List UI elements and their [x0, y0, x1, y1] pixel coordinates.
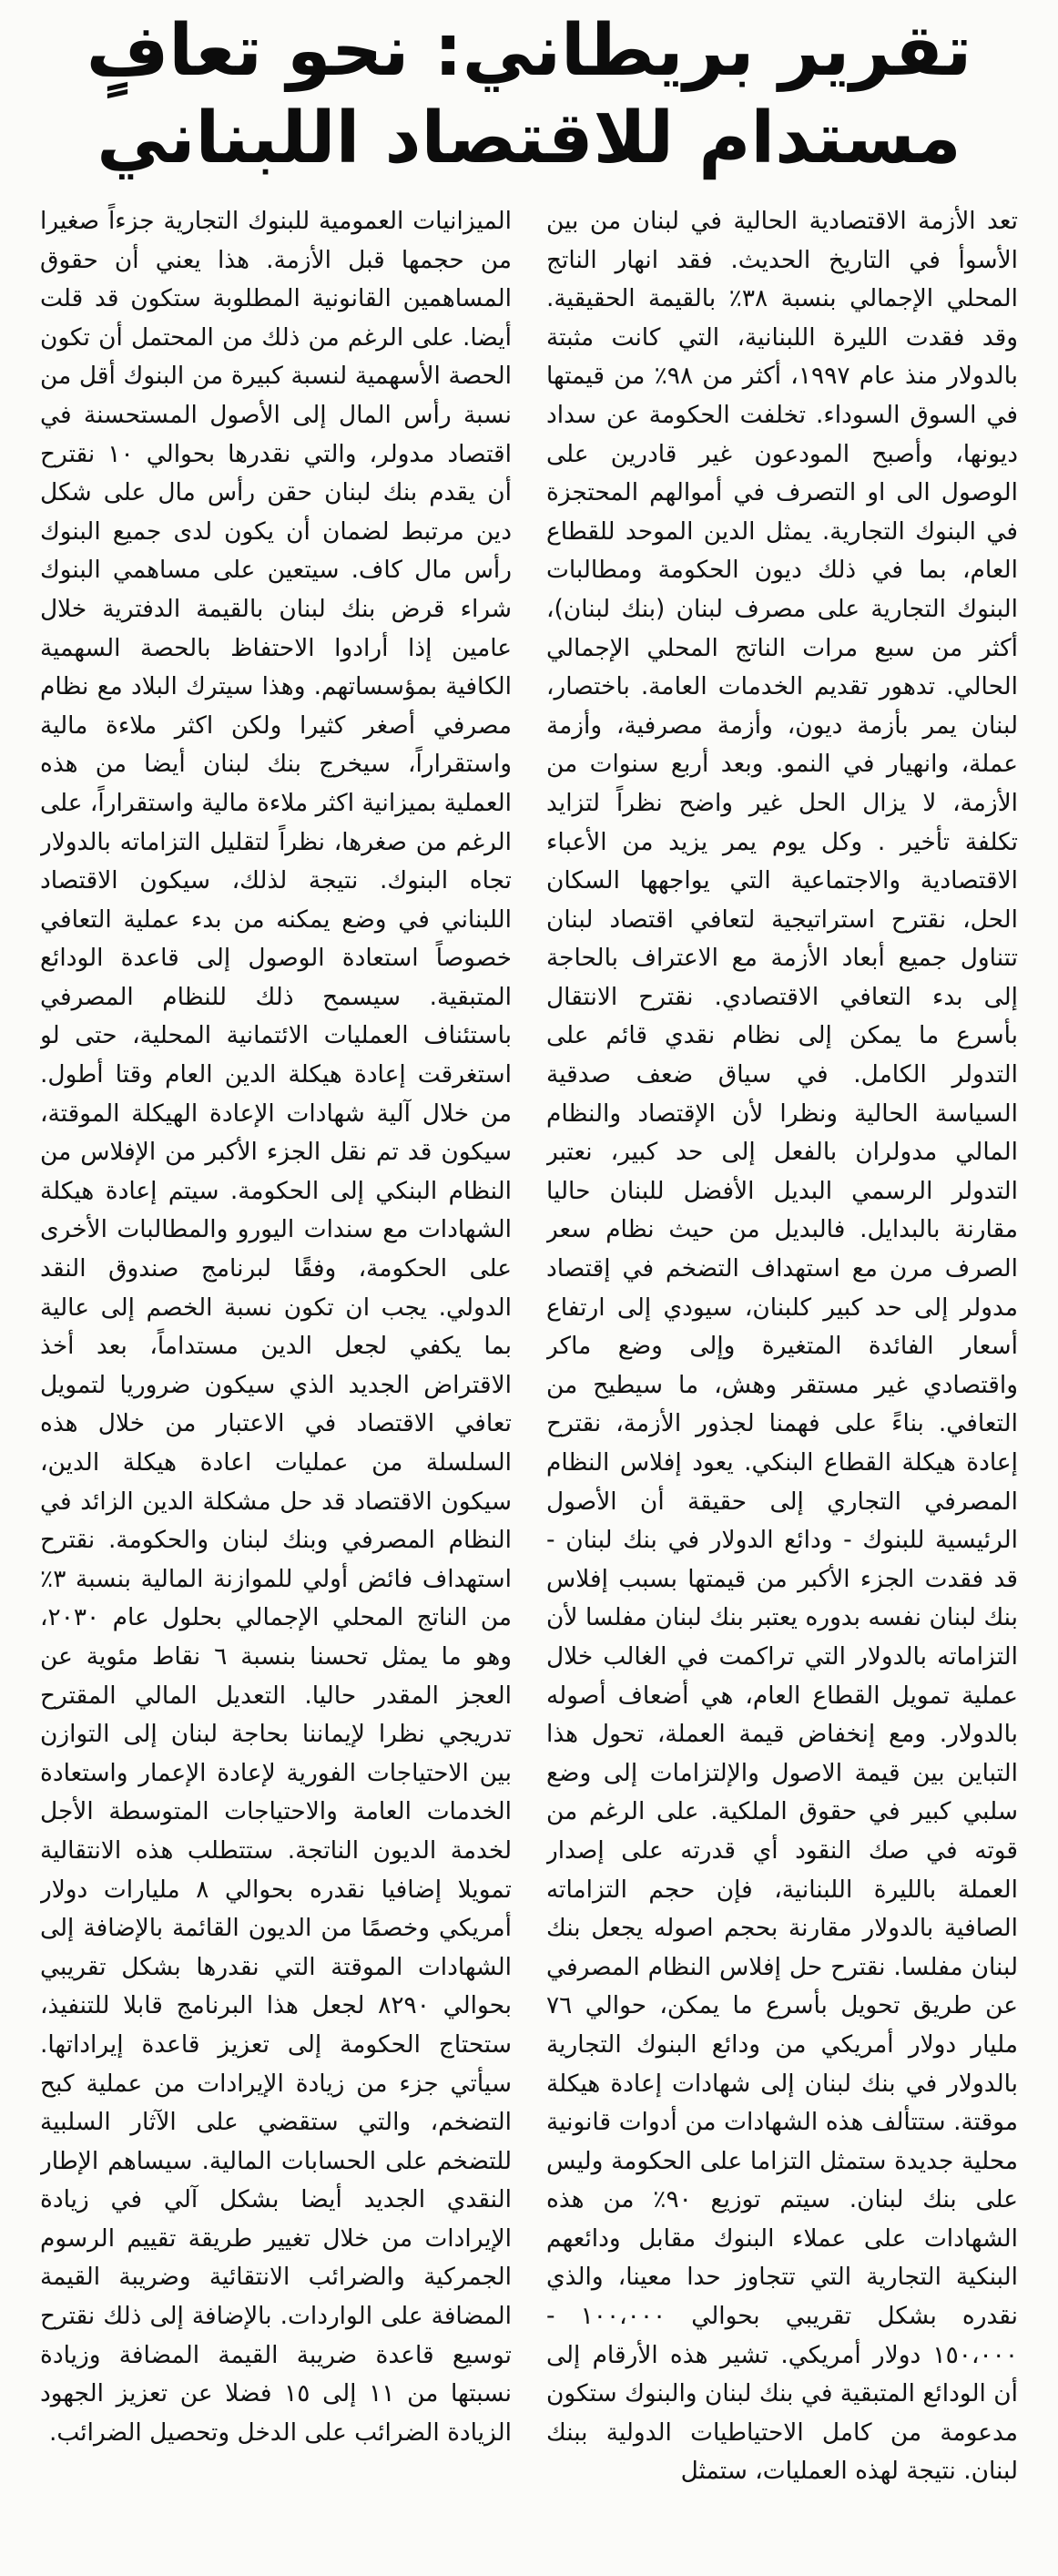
headline-line-2: مستدام للاقتصاد اللبناني: [97, 97, 961, 179]
article-paragraph-left: الميزانيات العمومية للبنوك التجارية جزءاً صغيرا من حجمها قبل الأزمة. هذا يعني أن حقوق المساهمين القانونية المطلوبة ستكون قد قلت أيضا. على الرغم من ذلك من المحتمل أن تكون الحصة الأسهمية لنسبة كبيرة من البنوك أقل من نسبة رأس المال إلى الأصول المستحسنة في اقتصاد مدولر، والتي نقدرها بحوالي ١٠ نقترح أن يقدم بنك لبنان حقن رأس مال على شكل دين مرتبط لضمان أن يكون لدى جميع البنوك رأس مال كاف. سيتعين على مساهمي البنوك شراء قرض بنك لبنان بالقيمة الدفترية خلال عامين إذا أرادوا الاحتفاظ بالحصة السهمية الكافية بمؤسساتهم. وهذا سيترك البلاد مع نظام مصرفي أصغر كثيرا ولكن اكثر ملاءة مالية واستقراراً، سيخرج بنك لبنان أيضا من هذه العملية بميزانية اكثر ملاءة مالية واستقراراً، على الرغم من صغرها، نظراً لتقليل التزاماته بالدولار تجاه البنوك. نتيجة لذلك، سيكون الاقتصاد اللبناني في وضع يمكنه من بدء عملية التعافي خصوصاً استعادة الوصول إلى قاعدة الودائع المتبقية. سيسمح ذلك للنظام المصرفي باستئناف العمليات الائتمانية المحلية، حتى لو استغرقت إعادة هيكلة الدين العام وقتا أطول. من خلال آلية شهادات الإعادة الهيكلة الموقتة، سيكون قد تم نقل الجزء الأكبر من الإفلاس من النظام البنكي إلى الحكومة. سيتم إعادة هيكلة الشهادات مع سندات اليورو والمطالبات الأخرى على الحكومة، وفقًا لبرنامج صندوق النقد الدولي. يجب ان تكون نسبة الخصم إلى عالية بما يكفي لجعل الدين مستداماً، بعد أخذ الاقتراض الجديد الذي سيكون ضروريا لتمويل تعافي الاقتصاد في الاعتبار من خلال هذه السلسلة من عمليات اعادة هيكلة الدين، سيكون الاقتصاد قد حل مشكلة الدين الزائد في النظام المصرفي وبنك لبنان والحكومة. نقترح استهداف فائض أولي للموازنة المالية بنسبة ٣٪ من الناتج المحلي الإجمالي بحلول عام ٢٠٣٠، وهو ما يمثل تحسنا بنسبة ٦ نقاط مئوية عن العجز المقدر حاليا. التعديل المالي المقترح تدريجي نظرا لإيماننا بحاجة لبنان إلى التوازن بين الاحتياجات الفورية لإعادة الإعمار واستعادة الخدمات العامة والاحتياجات المتوسطة الأجل لخدمة الديون الناتجة. ستتطلب هذه الانتقالية تمويلا إضافيا نقدره بحوالي ٨ مليارات دولار أمريكي وخصمًا من الديون القائمة بالإضافة إلى الشهادات الموقتة التي نقدرها بشكل تقريبي بحوالي ٨٢٩٠ لجعل هذا البرنامج قابلا للتنفيذ، ستحتاج الحكومة إلى تعزيز قاعدة إيراداتها. سيأتي جزء من زيادة الإيرادات من عملية كبح التضخم، والتي ستقضي على الآثار السلبية للتضخم على الحسابات المالية. سيساهم الإطار النقدي الجديد أيضا بشكل آلي في زيادة الإيرادات من خلال تغيير طريقة تقييم الرسوم الجمركية والضرائب الانتقائية وضريبة القيمة المضافة على الواردات. بالإضافة إلى ذلك نقترح توسيع قاعدة ضريبة القيمة المضافة وزيادة نسبتها من ١١ إلى ١٥ فضلا عن تعزيز الجهود الزيادة الضرائب على الدخل وتحصيل الضرائب.: [40, 207, 512, 2447]
article-body: [40, 202, 1018, 2543]
article-column-left: [40, 202, 512, 2543]
article-column-right: [546, 202, 1018, 2543]
article-paragraph-right: تعد الأزمة الاقتصادية الحالية في لبنان من بين الأسوأ في التاريخ الحديث. فقد انهار الناتج المحلي الإجمالي بنسبة ٣٨٪ بالقيمة الحقيقية. وقد فقدت الليرة اللبنانية، التي كانت مثبتة بالدولار منذ عام ١٩٩٧، أكثر من ٩٨٪ من قيمتها في السوق السوداء. تخلفت الحكومة عن سداد ديونها، وأصبح المودعون غير قادرين على الوصول الى او التصرف في أموالهم المحتجزة في البنوك التجارية. يمثل الدين الموحد للقطاع العام، بما في ذلك ديون الحكومة ومطالبات البنوك التجارية على مصرف لبنان (بنك لبنان)، أكثر من سبع مرات الناتج المحلي الإجمالي الحالي. تدهور تقديم الخدمات العامة. باختصار، لبنان يمر بأزمة ديون، وأزمة مصرفية، وأزمة عملة، وانهيار في النمو. وبعد أربع سنوات من الأزمة، لا يزال الحل غير واضح نظراً لتزايد تكلفة تأخير . وكل يوم يمر يزيد من الأعباء الاقتصادية والاجتماعية التي يواجهها السكان الحل، نقترح استراتيجية لتعافي اقتصاد لبنان تتناول جميع أبعاد الأزمة مع الاعتراف بالحاجة إلى بدء التعافي الاقتصادي. نقترح الانتقال بأسرع ما يمكن إلى نظام نقدي قائم على التدولر الكامل. في سياق ضعف صدقية السياسة الحالية ونظرا لأن الإقتصاد والنظام المالي مدولران بالفعل إلى حد كبير، نعتبر التدولر الرسمي البديل الأفضل للبنان حاليا مقارنة بالبدايل. فالبديل من حيث نظام سعر الصرف مرن مع استهداف التضخم في إقتصاد مدولر إلى حد كبير كلبنان، سيودي إلى ارتفاع أسعار الفائدة المتغيرة وإلى وضع ماكر واقتصادي غير مستقر وهش، ما سيطيح من التعافي. بناءً على فهمنا لجذور الأزمة، نقترح إعادة هيكلة القطاع البنكي. يعود إفلاس النظام المصرفي التجاري إلى حقيقة أن الأصول الرئيسية للبنوك - ودائع الدولار في بنك لبنان - قد فقدت الجزء الأكبر من قيمتها بسبب إفلاس بنك لبنان نفسه بدوره يعتبر بنك لبنان مفلسا لأن التزاماته بالدولار التي تراكمت في الغالب خلال عملية تمويل القطاع العام، هي أضعاف أصوله بالدولار. ومع إنخفاض قيمة العملة، تحول هذا التباين بين قيمة الاصول والإلتزامات إلى وضع سلبي كبير في حقوق الملكية. على الرغم من قوته في صك النقود أي قدرته على إصدار العملة بالليرة اللبنانية، فإن حجم التزاماته الصافية بالدولار مقارنة بحجم اصوله يجعل بنك لبنان مفلسا. نقترح حل إفلاس النظام المصرفي عن طريق تحويل بأسرع ما يمكن، حوالي ٧٦ مليار دولار أمريكي من ودائع البنوك التجارية بالدولار في بنك لبنان إلى شهادات إعادة هيكلة موقتة. ستتألف هذه الشهادات من أدوات قانونية محلية جديدة ستمثل التزاما على الحكومة وليس على بنك لبنان. سيتم توزيع ٩٠٪ من هذه الشهادات على عملاء البنوك مقابل ودائعهم البنكية التجارية التي تتجاوز حدا معينا، والذي نقدره بشكل تقريبي بحوالي ١٠٠،٠٠٠ - ١٥٠،٠٠٠ دولار أمريكي. تشير هذه الأرقام إلى أن الودائع المتبقية في بنك لبنان والبنوك ستكون مدعومة من كامل الاحتياطيات الدولية ببنك لبنان. نتيجة لهذه العمليات، ستمثل: [546, 207, 1018, 2486]
headline-line-1: تقرير بريطاني: نحو تعافٍ: [86, 10, 972, 92]
article-headline: [40, 0, 1018, 184]
